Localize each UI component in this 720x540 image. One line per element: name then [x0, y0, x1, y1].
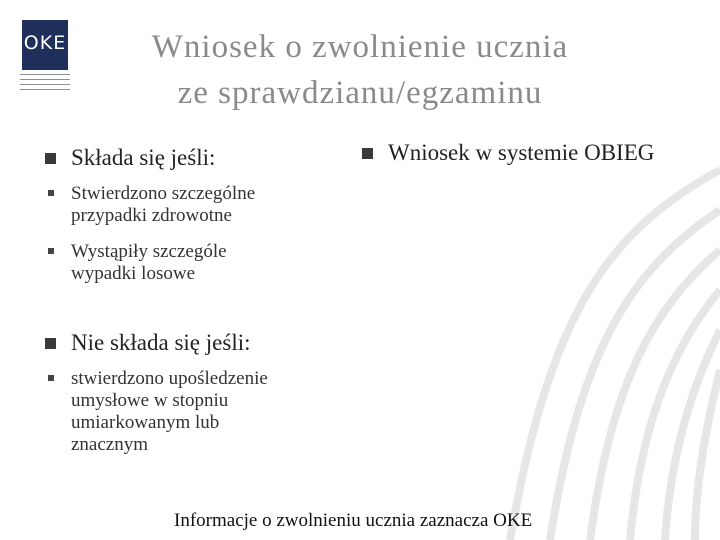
item-line: stwierdzono upośledzenie	[71, 368, 268, 389]
title-line-2: ze sprawdzianu/egzaminu	[177, 75, 543, 111]
item-line: przypadki zdrowotne	[71, 205, 232, 226]
title-line-1: Wniosek o zwolnienie ucznia	[151, 29, 569, 65]
logo-text: OKE	[23, 32, 67, 54]
item-line: wypadki losowe	[71, 263, 196, 284]
heading-text: Składa się jeśli:	[71, 145, 216, 170]
small-square-bullet-icon	[48, 190, 54, 196]
slide-title	[70, 24, 650, 116]
square-bullet-icon	[362, 148, 373, 159]
small-square-bullet-icon	[48, 248, 54, 254]
item-line: Stwierdzono szczególne	[71, 183, 256, 204]
bullet-heading-composed	[71, 145, 215, 171]
item-line: Wystąpiły szczególe	[71, 241, 227, 262]
item-line: znacznym	[71, 434, 149, 455]
bullet-heading-obieg	[388, 140, 654, 166]
sub-bullet-item	[71, 241, 227, 285]
logo-mark	[22, 20, 68, 70]
item-line: umysłowe w stopniu	[71, 390, 229, 411]
item-line: umiarkowanym lub	[71, 412, 220, 433]
small-square-bullet-icon	[48, 375, 54, 381]
sub-bullet-item	[71, 368, 268, 456]
square-bullet-icon	[45, 338, 56, 349]
sub-bullet-item	[71, 183, 255, 227]
oke-logo	[20, 20, 68, 100]
square-bullet-icon	[45, 153, 56, 164]
bullet-heading-not-composed	[71, 330, 251, 356]
logo-caption-lines	[20, 74, 70, 94]
heading-text: Wniosek w systemie OBIEG	[388, 140, 655, 165]
background-wave-pattern	[390, 150, 720, 540]
footer-note: Informacje o zwolnieniu ucznia zaznacza OKE	[174, 510, 533, 531]
heading-text: Nie składa się jeśli:	[71, 330, 251, 355]
